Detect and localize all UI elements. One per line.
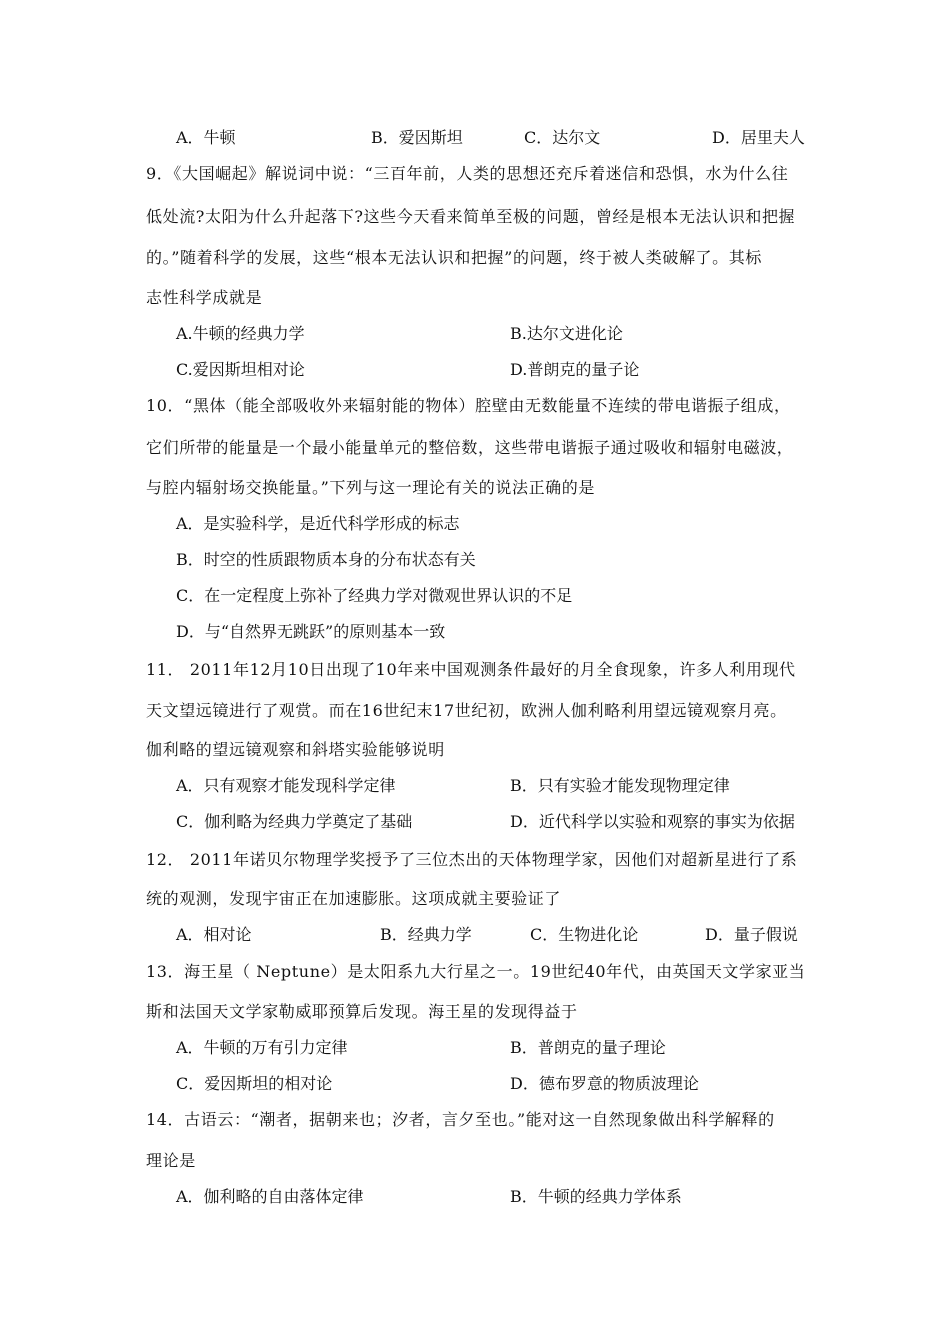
option-b: B．时空的性质跟物质本身的分布状态有关 [176,550,476,569]
option-a: A．只有观察才能发现科学定律 [176,776,396,795]
question-14-line-1: 14．古语云：“潮者，据朝来也；汐者，言夕至也。”能对这一自然现象做出科学解释的 [146,1110,775,1129]
option-b: B．牛顿的经典力学体系 [510,1187,682,1206]
question-9-line-2: 低处流?太阳为什么升起落下?这些今天看来简单至极的问题，曾经是根本无法认识和把握 [146,207,796,226]
question-12-line-2: 统的观测，发现宇宙正在加速膨胀。这项成就主要验证了 [146,889,562,908]
option-c: C．达尔文 [524,128,601,147]
option-a: A．牛顿的万有引力定律 [176,1038,348,1057]
question-10-line-1: 10．“黑体（能全部吸收外来辐射能的物体）腔壁由无数能量不连续的带电谐振子组成， [146,396,791,415]
question-13-line-2: 斯和法国天文学家勒威耶预算后发现。海王星的发现得益于 [146,1002,578,1021]
option-c: C．生物进化论 [530,925,639,944]
option-d: D．与“自然界无跳跃”的原则基本一致 [176,622,446,641]
question-14-line-2: 理论是 [146,1151,196,1170]
question-11-line-3: 伽利略的望远镜观察和斜塔实验能够说明 [146,740,445,759]
option-b: B．普朗克的量子理论 [510,1038,666,1057]
option-b: B.达尔文进化论 [510,324,623,343]
question-11-line-1: 11． 2011年12月10日出现了10年来中国观测条件最好的月全食现象，许多人利用现代 [146,660,796,679]
option-c: C．伽利略为经典力学奠定了基础 [176,812,413,831]
option-a: A．是实验科学，是近代科学形成的标志 [176,514,460,533]
option-d: D．近代科学以实验和观察的事实为依据 [510,812,795,831]
option-a: A.牛顿的经典力学 [176,324,305,343]
question-9-line-4: 志性科学成就是 [146,288,263,307]
question-12-line-1: 12． 2011年诺贝尔物理学奖授予了三位杰出的天体物理学家，因他们对超新星进行了系 [146,850,798,869]
option-c: C．爱因斯坦的相对论 [176,1074,333,1093]
question-10-line-2: 它们所带的能量是一个最小能量单元的整倍数，这些带电谐振子通过吸收和辐射电磁波， [146,438,794,457]
question-9-line-1: 9．《大国崛起》解说词中说：“三百年前，人类的思想还充斥着迷信和恐惧，水为什么往 [146,164,789,183]
option-a: A．相对论 [176,925,252,944]
option-c: C.爱因斯坦相对论 [176,360,305,379]
option-d: D.普朗克的量子论 [510,360,640,379]
question-9-line-3: 的。”随着科学的发展，这些“根本无法认识和把握”的问题，终于被人类破解了。其标 [146,248,762,267]
option-d: D．量子假说 [705,925,798,944]
option-a: A．伽利略的自由落体定律 [176,1187,364,1206]
question-11-line-2: 天文望远镜进行了观赏。而在16世纪末17世纪初，欧洲人伽利略利用望远镜观察月亮。 [146,701,787,720]
option-d: D．德布罗意的物质波理论 [510,1074,699,1093]
option-c: C．在一定程度上弥补了经典力学对微观世界认识的不足 [176,586,573,605]
question-13-line-1: 13．海王星（ Neptune）是太阳系九大行星之一。19世纪40年代，由英国天文学家亚当 [146,962,806,981]
question-10-line-3: 与腔内辐射场交换能量。”下列与这一理论有关的说法正确的是 [146,478,595,497]
option-a: A．牛顿 [176,128,236,147]
option-d: D．居里夫人 [712,128,805,147]
option-b: B．只有实验才能发现物理定律 [510,776,730,795]
option-b: B．经典力学 [380,925,472,944]
option-b: B．爱因斯坦 [371,128,463,147]
